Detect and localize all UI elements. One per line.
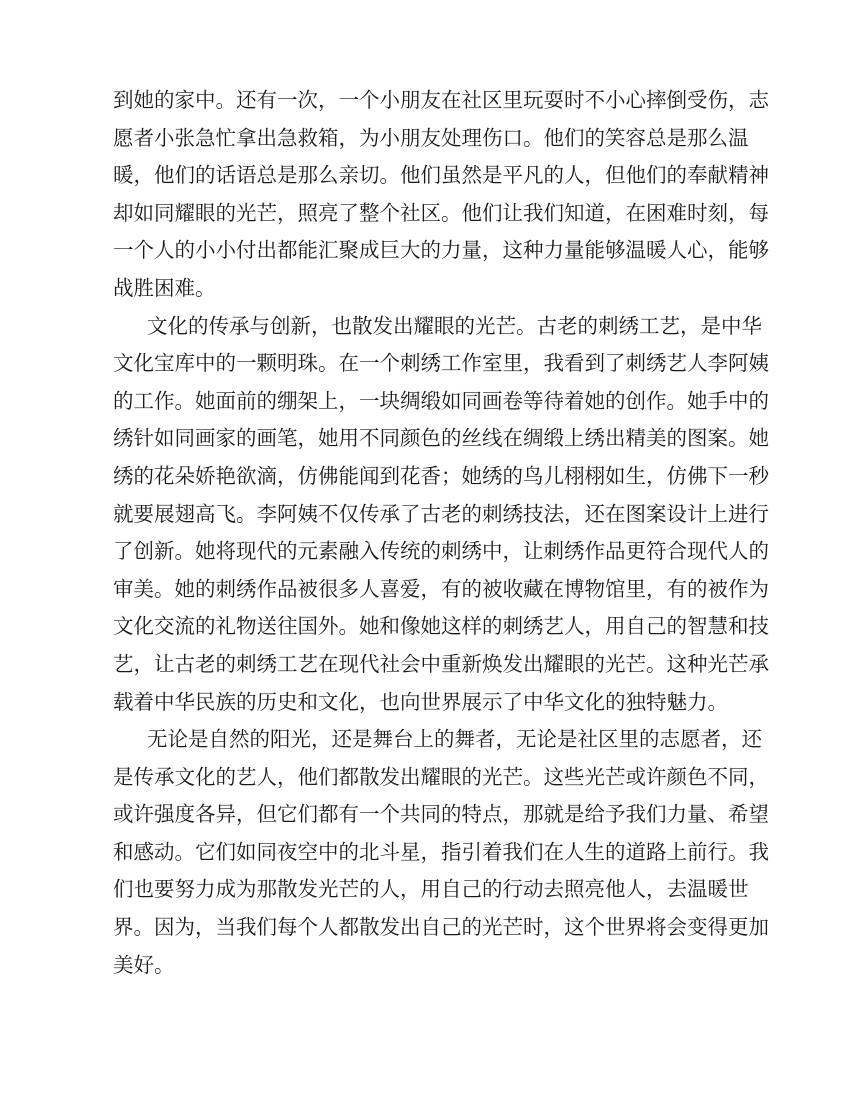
text-line: 是传承文化的艺人，他们都散发出耀眼的光芒。这些光芒或许颜色不同，	[113, 764, 769, 789]
paragraph	[113, 308, 769, 722]
text-line: 载着中华民族的历史和文化，也向世界展示了中华文化的独特魅力。	[113, 689, 728, 714]
paragraph	[113, 82, 769, 308]
text-line: 一个人的小小付出都能汇聚成巨大的力量，这种力量能够温暖人心，能够	[113, 238, 769, 263]
text-line: 就要展翅高飞。李阿姨不仅传承了古老的刺绣技法，还在图案设计上进行	[113, 501, 769, 526]
text-line: 和感动。它们如同夜空中的北斗星，指引着我们在人生的道路上前行。我	[113, 839, 769, 864]
text-line: 或许强度各异，但它们都有一个共同的特点，那就是给予我们力量、希望	[113, 802, 769, 827]
text-line: 文化的传承与创新，也散发出耀眼的光芒。古老的刺绣工艺，是中华	[147, 313, 762, 338]
text-line: 文化宝库中的一颗明珠。在一个刺绣工作室里，我看到了刺绣艺人李阿姨	[113, 351, 769, 376]
text-line: 绣的花朵娇艳欲滴，仿佛能闻到花香；她绣的鸟儿栩栩如生，仿佛下一秒	[113, 463, 769, 488]
text-line: 到她的家中。还有一次，一个小朋友在社区里玩耍时不小心摔倒受伤，志	[113, 88, 769, 112]
text-line: 战胜困难。	[113, 275, 216, 300]
text-line: 美好。	[113, 952, 175, 977]
text-line: 审美。她的刺绣作品被很多人喜爱，有的被收藏在博物馆里，有的被作为	[113, 576, 769, 601]
paragraph	[113, 721, 769, 984]
text-line: 文化交流的礼物送往国外。她和像她这样的刺绣艺人，用自己的智慧和技	[113, 614, 769, 639]
text-line: 的工作。她面前的绷架上，一块绸缎如同画卷等待着她的创作。她手中的	[113, 388, 769, 413]
document-body	[113, 82, 769, 984]
text-line: 了创新。她将现代的元素融入传统的刺绣中，让刺绣作品更符合现代人的	[113, 539, 769, 564]
text-line: 却如同耀眼的光芒，照亮了整个社区。他们让我们知道，在困难时刻，每	[113, 200, 769, 225]
text-line: 界。因为，当我们每个人都散发出自己的光芒时，这个世界将会变得更加	[113, 915, 769, 940]
text-line: 绣针如同画家的画笔，她用不同颜色的丝线在绸缎上绣出精美的图案。她	[113, 426, 769, 451]
text-line: 们也要努力成为那散发光芒的人，用自己的行动去照亮他人，去温暖世	[113, 877, 749, 902]
text-line: 无论是自然的阳光，还是舞台上的舞者，无论是社区里的志愿者，还	[147, 727, 762, 752]
text-line: 愿者小张急忙拿出急救箱，为小朋友处理伤口。他们的笑容总是那么温	[113, 125, 749, 150]
text-line: 艺，让古老的刺绣工艺在现代社会中重新焕发出耀眼的光芒。这种光芒承	[113, 651, 769, 676]
text-line: 暖，他们的话语总是那么亲切。他们虽然是平凡的人，但他们的奉献精神	[113, 163, 769, 188]
